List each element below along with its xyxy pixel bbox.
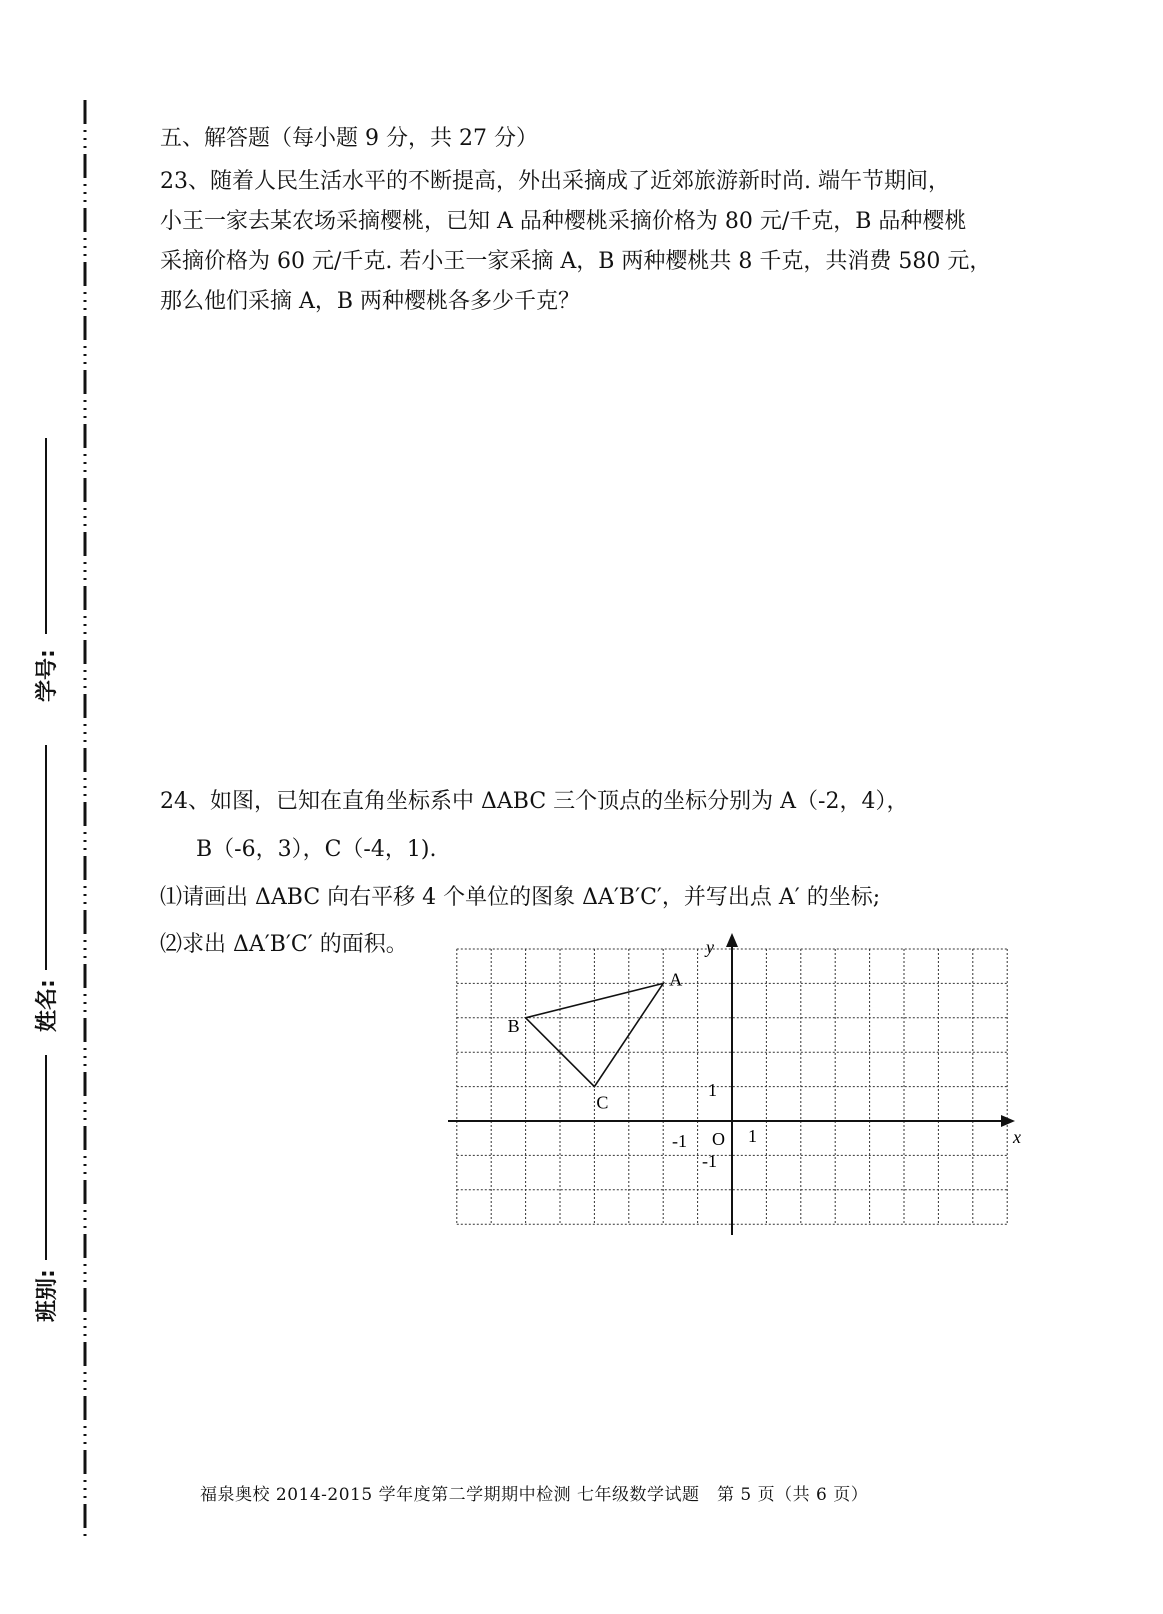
vertex-label-a: A [669, 969, 683, 990]
name-rule [45, 745, 47, 970]
q23-line-3: 采摘价格为 60 元/千克. 若小王一家采摘 A，B 两种樱桃共 8 千克，共消费 580 元， [160, 249, 992, 274]
x-axis-arrow [1001, 1115, 1015, 1127]
q24-part-1: ⑴请画出 ΔABC 向右平移 4 个单位的图象 ΔA′B′C′，并写出点 A′ 的坐标; [160, 885, 881, 910]
class-rule [45, 1055, 47, 1260]
tick-x-pos: 1 [748, 1126, 757, 1146]
student-id-rule [45, 438, 47, 634]
q23-line-2: 小王一家去某农场采摘樱桃，已知 A 品种樱桃采摘价格为 80 元/千克，B 品种樱桃 [160, 209, 967, 234]
page-footer: 福泉奥校 2014-2015 学年度第二学期期中检测 七年级数学试题 第 5 页（共 6 页） [200, 1485, 869, 1505]
name-label: 姓名: [35, 979, 60, 1032]
x-axis-label: x [1013, 1127, 1021, 1147]
student-id-label: 学号: [35, 649, 60, 702]
tick-y-neg: -1 [702, 1151, 717, 1171]
class-label: 班别: [35, 1269, 60, 1322]
q23-line-4: 那么他们采摘 A，B 两种樱桃各多少千克？ [160, 289, 581, 314]
q23-line-1: 23、随着人民生活水平的不断提高，外出采摘成了近郊旅游新时尚. 端午节期间， [160, 169, 950, 194]
q24-line-2: B（-6，3），C（-4，1). [196, 837, 437, 862]
q24-line-1: 24、如图，已知在直角坐标系中 ΔABC 三个顶点的坐标分别为 A（-2，4）， [160, 789, 909, 814]
tick-y-pos: 1 [708, 1080, 717, 1100]
y-axis-label: y [706, 937, 714, 957]
binding-dash-line [82, 100, 88, 1540]
triangle-abc [508, 969, 683, 1112]
y-axis-arrow [726, 933, 738, 947]
q24-part-2: ⑵求出 ΔA′B′C′ 的面积。 [160, 932, 408, 957]
origin-label: O [712, 1129, 725, 1149]
vertex-label-c: C [596, 1092, 609, 1113]
section-heading: 五、解答题（每小题 9 分，共 27 分） [160, 126, 538, 151]
tick-x-neg: -1 [672, 1131, 687, 1151]
vertex-label-b: B [507, 1015, 520, 1036]
coordinate-grid-figure [440, 925, 1040, 1245]
